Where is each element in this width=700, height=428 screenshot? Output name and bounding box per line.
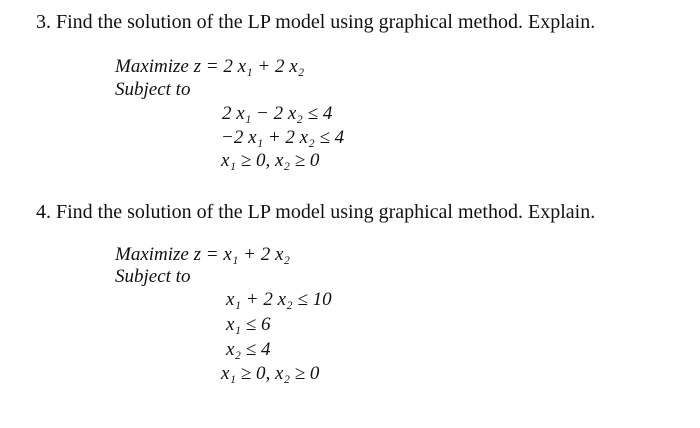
problem-4-constraint-4: x₁ ≥ 0, x₂ ≥ 0 <box>221 363 320 384</box>
problem-4-constraint-1: x₁ + 2 x₂ ≤ 10 <box>226 289 332 310</box>
problem-3-heading: 3. Find the solution of the LP model using graphical method. Explain. <box>36 11 596 33</box>
problem-4-objective: Maximize z = x₁ + 2 x₂ <box>115 244 290 265</box>
problem-3-constraint-2: −2 x₁ + 2 x₂ ≤ 4 <box>221 127 345 148</box>
problem-3-objective: Maximize z = 2 x₁ + 2 x₂ <box>115 56 305 77</box>
problem-4-heading: 4. Find the solution of the LP model using graphical method. Explain. <box>36 201 596 223</box>
problem-4-subject-to: Subject to <box>115 266 191 287</box>
problem-3-constraint-3: x₁ ≥ 0, x₂ ≥ 0 <box>221 150 320 171</box>
problem-4-constraint-2: x₁ ≤ 6 <box>226 314 271 335</box>
problem-3-subject-to: Subject to <box>115 79 191 100</box>
problem-3-constraint-1: 2 x₁ − 2 x₂ ≤ 4 <box>222 103 333 124</box>
problem-4-constraint-3: x₂ ≤ 4 <box>226 339 271 360</box>
